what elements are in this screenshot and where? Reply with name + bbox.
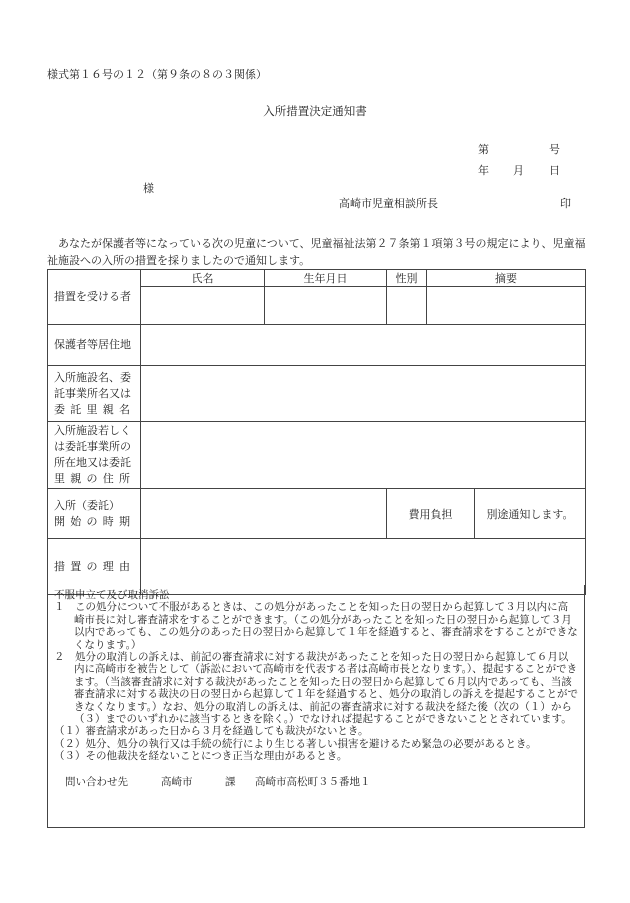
issuer-name: 高崎市児童相談所長 <box>339 197 438 210</box>
measure-table <box>47 269 586 595</box>
notice-heading: 不服申立て及び取消訴訟 <box>54 589 170 601</box>
cell-name[interactable] <box>141 287 265 325</box>
label-line-justified <box>54 514 130 530</box>
inquiry-city: 高崎市 <box>161 775 193 788</box>
number-prefix: 第 <box>478 143 489 156</box>
label-char: 住 <box>102 472 114 485</box>
inquiry-label: 問い合わせ先 <box>65 775 128 788</box>
label-start-time <box>48 489 141 539</box>
notice-sub-2: （２）処分、処分の執行又は手続の続行により生じる著しい損害を避けるため緊急の必要があるとき。 <box>54 737 537 750</box>
label-char: 委 <box>54 402 65 416</box>
date-year: 年 <box>478 164 489 177</box>
label-cost: 費用負担 <box>387 489 475 539</box>
addressee-sama: 様 <box>143 182 154 195</box>
label-char: 所 <box>119 472 130 485</box>
label-char: 親 <box>102 402 114 416</box>
label-facility-name <box>48 366 141 422</box>
cell-guardian-address[interactable] <box>141 325 586 366</box>
document-title: 入所措置決定通知書 <box>263 104 367 118</box>
label-line: 入所（委託） <box>54 498 120 512</box>
inquiry-line <box>54 776 578 788</box>
notice-sub-3: （３）その他裁決を経ないことにつき正当な理由があるとき。 <box>54 750 348 763</box>
label-line: 入所施設名、委 <box>54 370 131 384</box>
label-char: 開 <box>54 514 65 528</box>
label-line: 入所施設若しく <box>54 424 131 437</box>
cell-start-time[interactable] <box>141 489 387 539</box>
header-remarks: 摘要 <box>427 270 586 287</box>
label-line-justified <box>54 471 130 487</box>
label-char: 措 <box>54 559 65 573</box>
label-line: 所在地又は委託 <box>54 456 131 469</box>
label-line-justified <box>54 559 130 575</box>
seal-mark: 印 <box>560 197 571 210</box>
cell-cost-value: 別途通知します。 <box>475 489 586 539</box>
cell-remarks[interactable] <box>427 287 586 325</box>
label-char: の <box>86 559 98 573</box>
label-guardian-address: 保護者等居住地 <box>48 325 141 366</box>
notice-item-1: １ この処分について不服があるときは、この処分があったことを知った日の翌日から起算して３月以内に高崎市長に対し審査請求をすることができます。（この処分があったことを知った日の翌日から起算して３月以内であっても、この処分のあった日の翌日から起算して１年を経過すると、審査請求をすることができなくなります。） <box>54 601 578 651</box>
label-child: 措置を受ける者 <box>48 270 141 325</box>
header-name: 氏名 <box>141 270 265 287</box>
cell-gender[interactable] <box>387 287 427 325</box>
label-char: 里 <box>86 402 98 416</box>
header-gender: 性別 <box>387 270 427 287</box>
label-char: 始 <box>70 514 82 528</box>
date-day: 日 <box>549 164 560 177</box>
cell-birthdate[interactable] <box>265 287 387 325</box>
label-char: 名 <box>119 402 130 416</box>
cell-facility-name[interactable] <box>141 366 586 422</box>
label-char: 理 <box>102 559 114 573</box>
label-char: 由 <box>119 559 130 573</box>
label-line: 託事業所名又は <box>54 386 131 400</box>
label-char: 時 <box>102 514 114 528</box>
label-char: 期 <box>119 514 130 528</box>
label-facility-address <box>48 422 141 489</box>
label-char: 置 <box>70 559 82 573</box>
label-char: 託 <box>70 402 82 416</box>
notice-sub-1: （１）審査請求があった日から３月を経過しても裁決がないとき。 <box>54 725 369 738</box>
label-char: 里 <box>54 472 65 485</box>
label-char: の <box>86 472 98 485</box>
appeal-notice <box>47 585 585 828</box>
label-char: の <box>86 514 98 528</box>
intro-text: あなたが保護者等になっている次の児童について、児童福祉法第２７条第１項第３号の規定により、児童福祉施設への入所の措置を採りましたので通知します。 <box>47 237 586 267</box>
label-line-justified <box>54 402 130 418</box>
label-line: は委託事業所の <box>54 440 131 453</box>
form-number: 様式第１６号の１２（第９条の８の３関係） <box>47 68 267 81</box>
label-char: 親 <box>70 472 82 485</box>
notice-item-2: ２ 処分の取消しの訴えは、前記の審査請求に対する裁決があったことを知った日の翌日から起算して６月以内に高崎市を被告として（訴訟において高崎市を代表する者は高崎市長となります。）、提起することができます。（当該審査請求に対する裁決があったことを知った日の翌日から起算して６月以内であっても、当該審査請求に対する裁決の日の翌日から起算して１年を経過すると、処分の取消しの訴えを提起することができなくなります。）なお、処分の取消しの訴えは、前記の審査請求に対する裁決を経た後（次の（１）から（３）までのいずれかに該当するときを除く。）でなければ提起することができないこととされています。 <box>54 651 578 726</box>
date-month: 月 <box>513 164 524 177</box>
number-suffix: 号 <box>549 143 560 156</box>
cell-facility-address[interactable] <box>141 422 586 489</box>
inquiry-dept: 課 <box>225 775 236 788</box>
header-birthdate: 生年月日 <box>265 270 387 287</box>
inquiry-address: 高崎市高松町３５番地１ <box>255 775 371 788</box>
